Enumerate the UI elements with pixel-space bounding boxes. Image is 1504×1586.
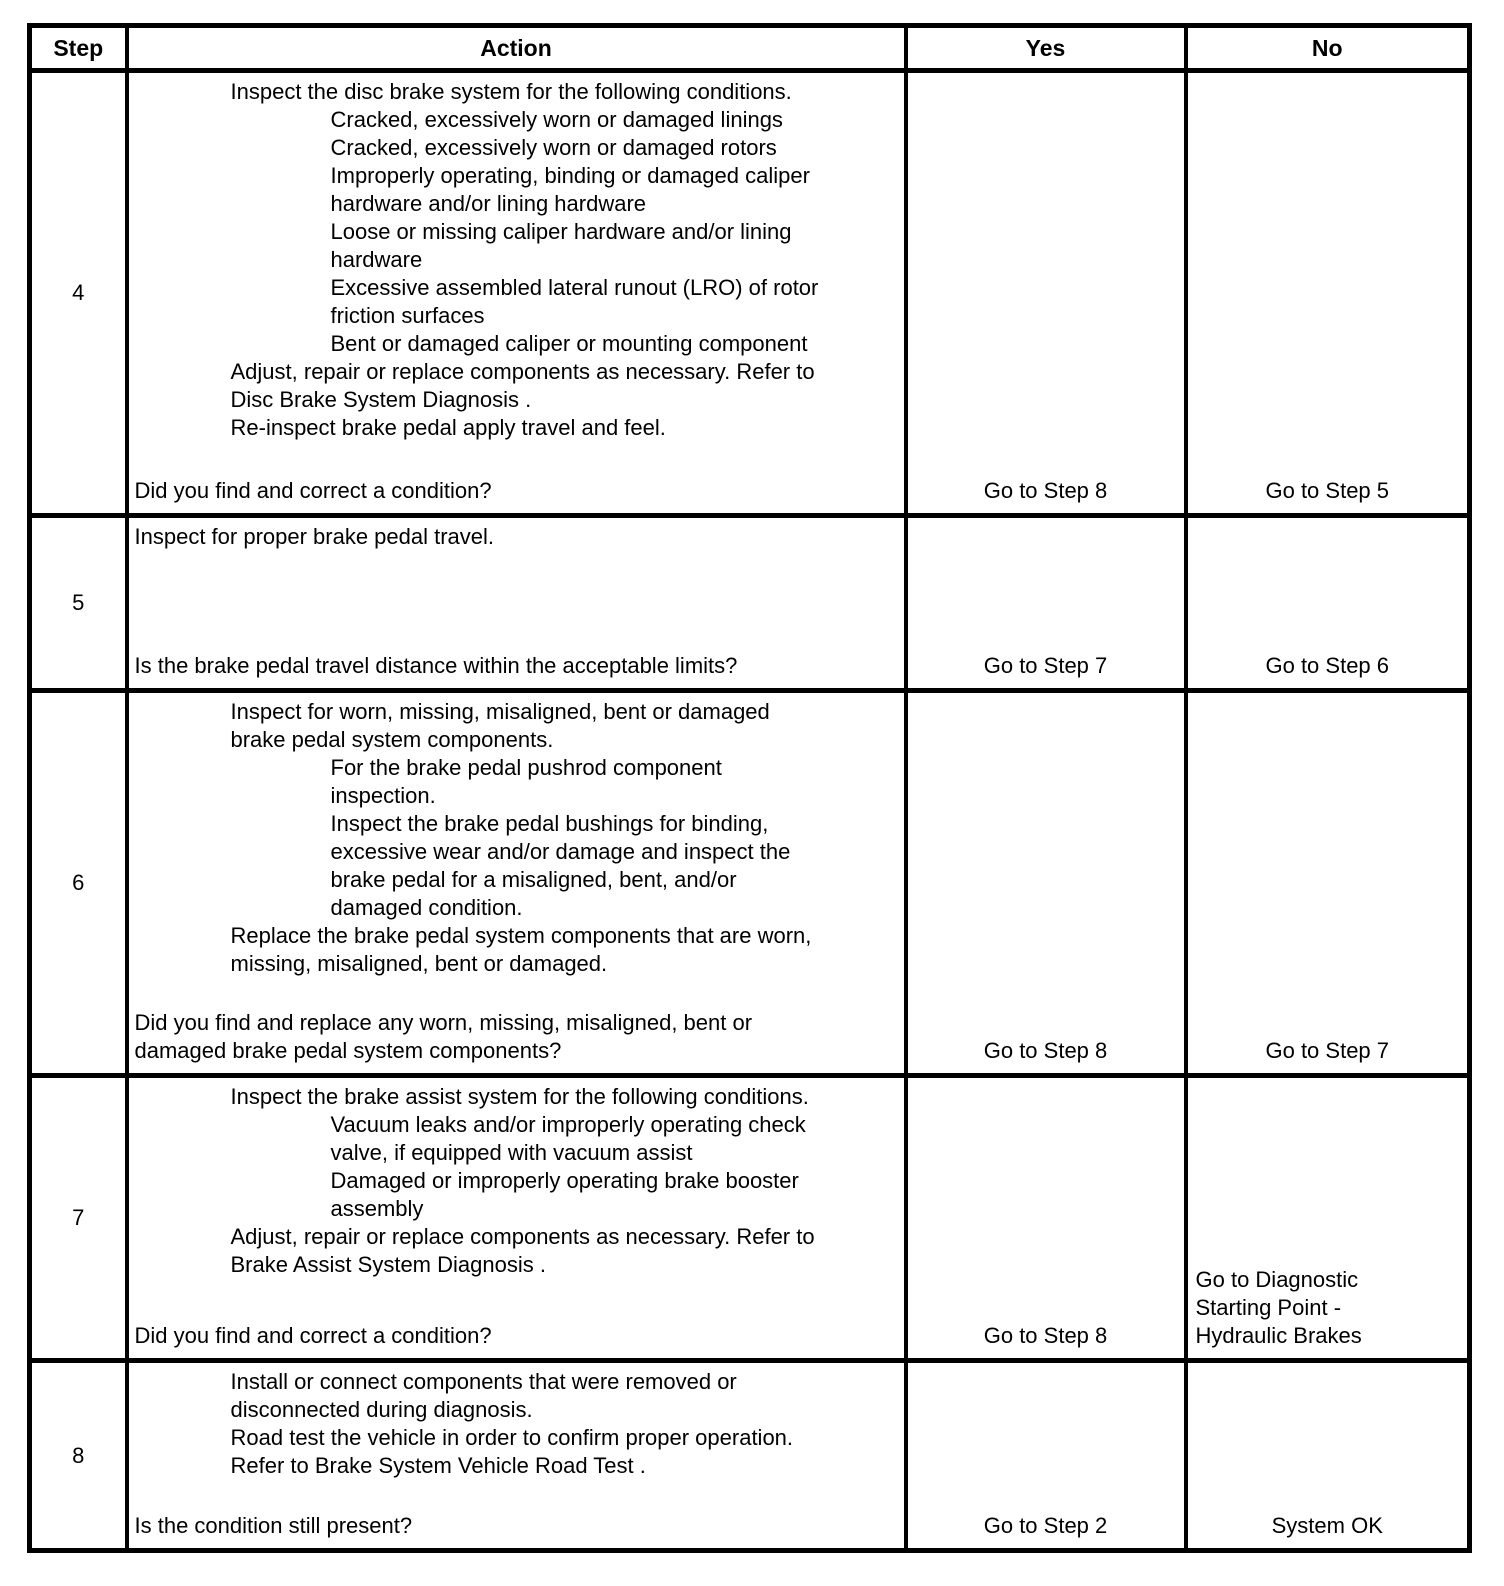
step-number: 5: [30, 516, 127, 691]
yes-line: Go to Step 2: [983, 1513, 1108, 1538]
no-result: [1196, 1266, 1362, 1350]
action-line: Damaged or improperly operating brake booster: [330, 1168, 799, 1193]
action-text: [135, 1368, 900, 1480]
yes-result: [984, 1322, 1108, 1350]
action-cell-content: [129, 693, 904, 1073]
action-line: Inspect for worn, missing, misaligned, bent or damaged: [230, 699, 770, 724]
no-line: Starting Point -: [1195, 1295, 1342, 1320]
action-line: Replace the brake pedal system components that are worn,: [230, 923, 812, 948]
table-row: [30, 1076, 1470, 1361]
step-number: 8: [30, 1361, 127, 1551]
action-text: [135, 78, 900, 442]
no-result: [1265, 477, 1389, 505]
action-line: friction surfaces: [330, 303, 485, 328]
action-question: [135, 1009, 900, 1065]
action-text: [135, 1083, 900, 1279]
action-cell: [127, 1361, 906, 1551]
no-result: [1272, 1512, 1383, 1540]
no-cell: [1186, 1076, 1470, 1361]
action-line: Re-inspect brake pedal apply travel and feel.: [230, 415, 666, 440]
yes-cell: [906, 1076, 1186, 1361]
question-line: Is the brake pedal travel distance within the acceptable limits?: [134, 653, 738, 678]
action-text: [135, 698, 900, 978]
no-cell: [1186, 516, 1470, 691]
action-line: damaged condition.: [330, 895, 523, 920]
step-number: 6: [30, 691, 127, 1076]
table-row: [30, 691, 1470, 1076]
action-cell-content: [129, 1363, 904, 1548]
step-number: 7: [30, 1076, 127, 1361]
action-line: Bent or damaged caliper or mounting component: [330, 331, 808, 356]
action-line: Cracked, excessively worn or damaged rotors: [330, 135, 777, 160]
action-line: assembly: [330, 1196, 424, 1221]
action-question: [135, 652, 900, 680]
action-cell-content: [129, 518, 904, 688]
action-line: excessive wear and/or damage and inspect the: [330, 839, 791, 864]
action-line: Adjust, repair or replace components as necessary. Refer to: [230, 359, 815, 384]
question-line: Is the condition still present?: [134, 1513, 413, 1538]
action-cell-content: [129, 73, 904, 513]
yes-cell-content: [908, 1363, 1184, 1548]
yes-line: Go to Step 8: [983, 1038, 1108, 1063]
action-line: Adjust, repair or replace components as necessary. Refer to: [230, 1224, 815, 1249]
action-line: valve, if equipped with vacuum assist: [330, 1140, 693, 1165]
action-line: disconnected during diagnosis.: [230, 1397, 533, 1422]
no-line: Go to Step 6: [1265, 653, 1390, 678]
yes-cell-content: [908, 1078, 1184, 1358]
action-question: [135, 1322, 900, 1350]
question-line: Did you find and correct a condition?: [134, 478, 492, 503]
header-action: Action: [127, 26, 906, 71]
action-line: Inspect the brake assist system for the following conditions.: [230, 1084, 809, 1109]
diagnostic-table: [27, 23, 1472, 1553]
no-line: System OK: [1271, 1513, 1383, 1538]
no-cell: [1186, 1361, 1470, 1551]
no-line: Go to Diagnostic: [1195, 1267, 1359, 1292]
action-line: Cracked, excessively worn or damaged linings: [330, 107, 783, 132]
no-result: [1265, 1037, 1389, 1065]
step-number: 4: [30, 71, 127, 516]
no-cell-content: [1188, 1363, 1468, 1548]
action-line: Improperly operating, binding or damaged caliper: [330, 163, 810, 188]
action-line: Vacuum leaks and/or improperly operating check: [330, 1112, 806, 1137]
action-cell: [127, 1076, 906, 1361]
yes-line: Go to Step 8: [983, 478, 1108, 503]
action-cell: [127, 71, 906, 516]
action-line: hardware: [330, 247, 423, 272]
action-line: Brake Assist System Diagnosis .: [230, 1252, 546, 1277]
no-cell-content: [1188, 518, 1468, 688]
action-line: Inspect the brake pedal bushings for binding,: [330, 811, 769, 836]
header-no: No: [1186, 26, 1470, 71]
action-cell-content: [129, 1078, 904, 1358]
action-line: Inspect the disc brake system for the following conditions.: [230, 79, 792, 104]
action-line: Disc Brake System Diagnosis .: [230, 387, 532, 412]
action-line: missing, misaligned, bent or damaged.: [230, 951, 608, 976]
action-line: brake pedal system components.: [230, 727, 554, 752]
yes-result: [984, 1037, 1108, 1065]
action-line: brake pedal for a misaligned, bent, and/or: [330, 867, 737, 892]
no-cell-content: [1188, 1078, 1468, 1358]
action-line: hardware and/or lining hardware: [330, 191, 647, 216]
no-line: Go to Step 5: [1265, 478, 1390, 503]
no-cell-content: [1188, 693, 1468, 1073]
question-line: Did you find and correct a condition?: [134, 1323, 492, 1348]
yes-cell: [906, 516, 1186, 691]
yes-line: Go to Step 7: [983, 653, 1108, 678]
action-line: For the brake pedal pushrod component: [330, 755, 722, 780]
action-line: Refer to Brake System Vehicle Road Test .: [230, 1453, 646, 1478]
table-row: [30, 71, 1470, 516]
yes-cell: [906, 71, 1186, 516]
no-result: [1265, 652, 1389, 680]
action-line: Road test the vehicle in order to confirm proper operation.: [230, 1425, 794, 1450]
yes-result: [984, 652, 1108, 680]
yes-cell-content: [908, 518, 1184, 688]
question-line: Did you find and replace any worn, missing, misaligned, bent or: [134, 1010, 753, 1035]
action-cell: [127, 516, 906, 691]
action-line: inspection.: [330, 783, 436, 808]
yes-cell-content: [908, 73, 1184, 513]
no-cell: [1186, 71, 1470, 516]
action-line: Inspect for proper brake pedal travel.: [134, 524, 495, 549]
no-line: Go to Step 7: [1265, 1038, 1390, 1063]
header-yes: Yes: [906, 26, 1186, 71]
yes-result: [984, 477, 1108, 505]
header-row: [30, 26, 1470, 71]
action-line: Loose or missing caliper hardware and/or lining: [330, 219, 792, 244]
table-row: [30, 516, 1470, 691]
yes-result: [984, 1512, 1108, 1540]
no-cell-content: [1188, 73, 1468, 513]
question-line: damaged brake pedal system components?: [134, 1038, 562, 1063]
table-row: [30, 1361, 1470, 1551]
yes-cell: [906, 1361, 1186, 1551]
action-question: [135, 1512, 900, 1540]
action-text: [135, 523, 900, 551]
action-line: Excessive assembled lateral runout (LRO) of rotor: [330, 275, 819, 300]
action-question: [135, 477, 900, 505]
action-cell: [127, 691, 906, 1076]
header-step: Step: [30, 26, 127, 71]
table-body: [30, 71, 1470, 1551]
yes-cell: [906, 691, 1186, 1076]
yes-cell-content: [908, 693, 1184, 1073]
action-line: Install or connect components that were removed or: [230, 1369, 737, 1394]
no-cell: [1186, 691, 1470, 1076]
yes-line: Go to Step 8: [983, 1323, 1108, 1348]
no-line: Hydraulic Brakes: [1195, 1323, 1362, 1348]
